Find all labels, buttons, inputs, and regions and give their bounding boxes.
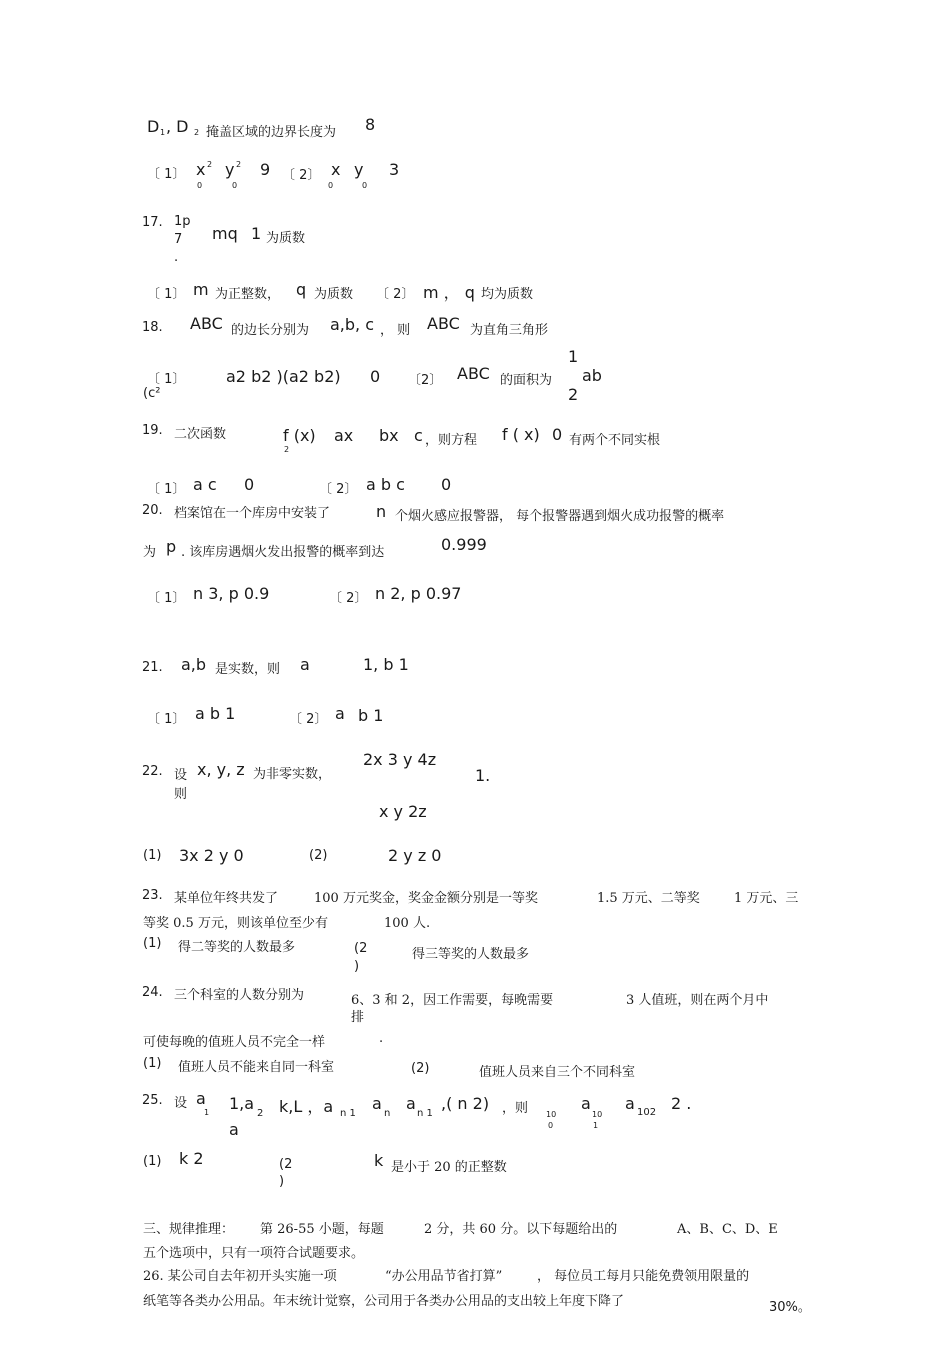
s24-c1-label: (1) — [143, 1056, 162, 1071]
s25-c2-label: (2 — [279, 1157, 293, 1172]
s22-pre: 设 — [174, 768, 188, 783]
s26-l1a: 26. 某公司自去年初开头实施一项 — [143, 1269, 337, 1284]
s18-c1-expr: a2 b2 )(a2 b2) — [226, 367, 341, 386]
s20-val: 0.999 — [441, 535, 487, 554]
s20-line2a: 为 — [143, 545, 157, 560]
s25-an: a — [372, 1094, 382, 1113]
s24-l2: 可使每晚的值班人员不完全一样 — [143, 1035, 326, 1050]
s22-text: 为非零实数， — [253, 767, 332, 782]
s20-line2b: . 该库房遇烟火发出报警的概率到达 — [181, 545, 385, 560]
s18-vars: a,b, c — [330, 315, 375, 334]
s19-fx: f (x) — [283, 426, 316, 445]
s18-then: ， 则 — [380, 323, 411, 338]
s17-c1-q: q — [296, 280, 307, 299]
s25-two: 2 . — [671, 1094, 692, 1113]
s23-c2-close: ) — [354, 959, 360, 974]
s26-l1b: “办公用品节省打算” — [385, 1269, 503, 1284]
s25-s101b: 1 — [593, 1121, 599, 1130]
s21-text: 是实数，则 — [215, 662, 281, 677]
s24-l1c: 3 人值班，则在两个月中 — [626, 993, 769, 1008]
s21-c1-label: 〔 1〕 — [147, 712, 186, 727]
s18-text2: 为直角三角形 — [470, 323, 549, 338]
s16-c2-y: y — [354, 160, 364, 179]
s25-c2-text: 是小于 20 的正整数 — [391, 1160, 507, 1175]
s16-comma-d: , D — [166, 117, 189, 136]
s25-a-sub: 1 — [204, 1108, 210, 1117]
s16-c1-xsup: 2 — [207, 160, 213, 169]
s21-num: 21. — [142, 660, 163, 675]
s25-k: k,L ，a — [279, 1097, 334, 1116]
s20-num: 20. — [142, 503, 163, 518]
s20-text2: 个烟火感应报警器， 每个报警器遇到烟火成功报警的概率 — [395, 509, 725, 524]
s16-val: 8 — [365, 115, 376, 134]
s23-l1d: 1 万元、三 — [734, 891, 799, 906]
s25-a: a — [196, 1089, 206, 1108]
s18-c1-c2: (c² — [143, 386, 161, 401]
s16-c1-x0: 0 — [197, 181, 203, 190]
s17-c1-label: 〔 1〕 — [147, 287, 186, 302]
s21-c1-expr: a b 1 — [195, 704, 236, 723]
s20-c1-expr: n 3, p 0.9 — [193, 584, 270, 603]
s19-text2: 有两个不同实根 — [569, 433, 661, 448]
s25-num: 25. — [142, 1093, 163, 1108]
s16-c1-y: y — [225, 160, 235, 179]
s16-c1-label: 〔 1〕 — [147, 167, 186, 182]
s25-s102: 102 — [637, 1107, 657, 1118]
s19-fx-sub: 2 — [284, 445, 290, 454]
s25-a102: a — [625, 1094, 635, 1113]
s19-c1-label: 〔 1〕 — [147, 482, 186, 497]
s18-num: 18. — [142, 320, 163, 335]
s19-c1-zero: 0 — [244, 475, 255, 494]
s24-num: 24. — [142, 985, 163, 1000]
s25-cond: ,( n 2) — [441, 1094, 490, 1113]
s23-c2-text: 得三等奖的人数最多 — [412, 947, 530, 962]
s25-pre: 设 — [174, 1096, 188, 1111]
s19-c: c — [414, 426, 423, 445]
s24-l1b: 6、3 和 2，因工作需要，每晚需要 — [351, 993, 554, 1008]
s17-frac-top: 1p — [174, 214, 191, 229]
s23-num: 23. — [142, 888, 163, 903]
s25-a100: a — [581, 1094, 591, 1113]
section-l1c: 2 分，共 60 分。以下每题给出的 — [424, 1222, 618, 1237]
s17-dot: . — [174, 250, 179, 265]
s25-c2-k: k — [374, 1151, 384, 1170]
s19-c2-label: 〔 2〕 — [319, 482, 358, 497]
s22-then: 则 — [174, 787, 188, 802]
s25-s101a: 10 — [592, 1110, 603, 1119]
s24-l2dot: . — [379, 1031, 384, 1046]
s16-c2-label: 〔 2〕 — [282, 168, 321, 183]
s25-then: ，则 — [502, 1101, 529, 1116]
s25-n1b: n 1 — [417, 1108, 433, 1119]
s25-n1: n 1 — [340, 1108, 356, 1119]
s16-c1-val: 9 — [260, 160, 271, 179]
s19-c2-zero: 0 — [441, 475, 452, 494]
s25-a-below: a — [229, 1120, 239, 1139]
s20-c2-expr: n 2, p 0.97 — [375, 584, 462, 603]
s17-c1-text: 为正整数， — [215, 287, 281, 302]
s25-n-sub: n — [384, 1108, 391, 1119]
s20-c1-label: 〔 1〕 — [147, 591, 186, 606]
s25-c2-close: ) — [279, 1174, 285, 1189]
s25-s100a: 10 — [546, 1110, 557, 1119]
s18-c2-top: 1 — [568, 347, 579, 366]
s20-n: n — [376, 502, 387, 521]
s16-c2-x: x — [331, 160, 341, 179]
s22-vars: x, y, z — [197, 760, 245, 779]
s25-expr: 1,a — [229, 1094, 255, 1113]
s16-text: 掩盖区域的边界长度为 — [206, 125, 337, 140]
s16-c2-y0: 0 — [362, 181, 368, 190]
s19-bx: bx — [379, 426, 399, 445]
s23-l1b: 100 万元奖金，奖金金额分别是一等奖 — [314, 891, 538, 906]
s18-c2-text: 的面积为 — [500, 373, 553, 388]
s18-c1-label: 〔 1〕 — [147, 372, 186, 387]
s22-c1-expr: 3x 2 y 0 — [179, 846, 244, 865]
s21-rhs: 1, b 1 — [363, 655, 409, 674]
s26-l1c: ， 每位员工每月只能免费领用限量的 — [537, 1269, 750, 1284]
s23-c1-text: 得二等奖的人数最多 — [178, 940, 296, 955]
s22-num: 22. — [142, 764, 163, 779]
section-l1a: 三、规律推理： — [143, 1222, 235, 1237]
s18-c2-bot: 2 — [568, 385, 579, 404]
s23-l2a: 等奖 0.5 万元，则该单位至少有 — [143, 916, 328, 931]
s23-c1-label: (1) — [143, 936, 162, 951]
s23-c2-label: (2 — [354, 941, 368, 956]
s20-p: p — [166, 537, 177, 556]
s21-c2-a: a — [335, 704, 345, 723]
s19-then: ，则方程 — [425, 433, 478, 448]
section-l1d: A、B、C、D、E — [677, 1222, 778, 1237]
s25-a2-sub: 2 — [257, 1108, 264, 1119]
s22-c2-expr: 2 y z 0 — [388, 846, 442, 865]
s17-c1-m: m — [193, 280, 209, 299]
s17-one: 1 — [251, 224, 262, 243]
s23-l1c: 1.5 万元、二等奖 — [597, 891, 700, 906]
s16-sub2: 2 — [194, 128, 200, 137]
s25-c1-expr: k 2 — [179, 1149, 204, 1168]
s18-text: 的边长分别为 — [231, 323, 310, 338]
s16-c1-x: x — [196, 160, 206, 179]
s18-c2-abc: ABC — [457, 364, 490, 383]
s16-c2-val: 3 — [389, 160, 400, 179]
s16-c1-ysup: 2 — [236, 160, 242, 169]
s19-num: 19. — [142, 423, 163, 438]
s22-c2-label: (2) — [309, 848, 328, 863]
s17-c2-mq: m ， q — [423, 283, 475, 302]
s26-l2: 纸笔等各类办公用品。年末统计觉察，公司用于各类办公用品的支出较上年度下降了 — [143, 1294, 625, 1309]
s24-l1d: 排 — [351, 1010, 365, 1025]
s17-frac-bot: 7 — [174, 232, 183, 247]
s19-c2-expr: a b c — [366, 475, 405, 494]
s17-mq: mq — [212, 224, 238, 243]
s20-c2-label: 〔 2〕 — [329, 591, 368, 606]
s22-c1-label: (1) — [143, 848, 162, 863]
s19-text: 二次函数 — [174, 427, 227, 442]
s18-abc: ABC — [190, 314, 223, 333]
s22-val: 1. — [475, 766, 491, 785]
s26-pct: 30%。 — [769, 1300, 811, 1315]
s18-c2-ab: ab — [582, 366, 602, 385]
s16-c2-x0: 0 — [328, 181, 334, 190]
s16-d: D — [147, 117, 160, 136]
s25-s100b: 0 — [548, 1121, 554, 1130]
s21-c2-label: 〔 2〕 — [289, 712, 328, 727]
section-l2: 五个选项中，只有一项符合试题要求。 — [143, 1246, 365, 1261]
s25-an1: a — [406, 1094, 416, 1113]
s17-c2-text: 均为质数 — [481, 287, 534, 302]
s17-text: 为质数 — [266, 231, 306, 246]
s24-l1a: 三个科室的人数分别为 — [174, 988, 305, 1003]
s23-l1a: 某单位年终共发了 — [174, 891, 279, 906]
s20-text1: 档案馆在一个库房中安装了 — [174, 506, 331, 521]
s24-c2-text: 值班人员来自三个不同科室 — [479, 1065, 636, 1080]
s23-l2b: 100 人. — [384, 916, 431, 931]
s18-abc2: ABC — [427, 314, 460, 333]
s19-c1-expr: a c — [193, 475, 217, 494]
s16-sub1: 1 — [160, 128, 166, 137]
s17-c1-text2: 为质数 — [314, 287, 354, 302]
s21-a: a — [300, 655, 310, 674]
s25-c1-label: (1) — [143, 1154, 162, 1169]
s17-num: 17. — [142, 215, 163, 230]
s22-bot: x y 2z — [379, 802, 427, 821]
s22-top: 2x 3 y 4z — [363, 750, 437, 769]
s24-c1-text: 值班人员不能来自同一科室 — [178, 1060, 335, 1075]
s21-c2-expr: b 1 — [358, 706, 384, 725]
s21-ab: a,b — [181, 655, 207, 674]
s17-c2-label: 〔 2〕 — [376, 287, 415, 302]
s19-fx2: f ( x) — [502, 425, 540, 444]
s24-c2-label: (2) — [411, 1061, 430, 1076]
s19-ax: ax — [334, 426, 354, 445]
section-l1b: 第 26-55 小题，每题 — [260, 1222, 384, 1237]
s18-c2-label: 〔2〕 — [408, 373, 443, 388]
s19-zero: 0 — [552, 425, 563, 444]
s18-c1-zero: 0 — [370, 367, 381, 386]
s16-c1-y0: 0 — [232, 181, 238, 190]
